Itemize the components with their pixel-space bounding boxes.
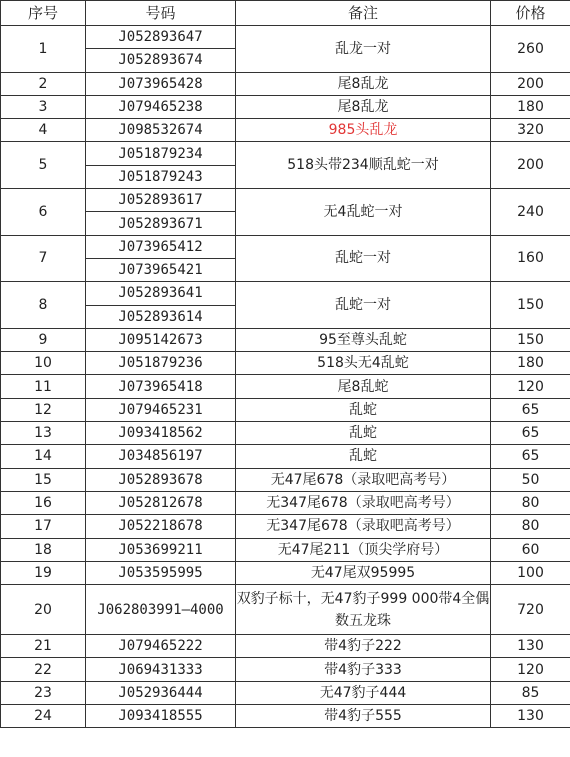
- cell-seq: 19: [1, 561, 86, 584]
- table-row: [1, 585, 570, 635]
- table-row: [1, 95, 570, 118]
- cell-seq: 2: [1, 72, 86, 95]
- cell-number: J073965421: [86, 258, 236, 281]
- cell-number: J098532674: [86, 119, 236, 142]
- table-row: [1, 189, 570, 212]
- cell-number: J073965418: [86, 375, 236, 398]
- cell-note: 双豹子标十，无47豹子999 000带4全偶数五龙珠: [236, 585, 491, 635]
- cell-price: 130: [491, 635, 570, 658]
- table-row: [1, 26, 570, 49]
- cell-note: 无347尾678（录取吧高考号）: [236, 515, 491, 538]
- table-row: [1, 375, 570, 398]
- cell-number: J093418562: [86, 422, 236, 445]
- table-row: [1, 398, 570, 421]
- cell-note: 无47豹子444: [236, 681, 491, 704]
- table-row: [1, 635, 570, 658]
- cell-number: J051879234: [86, 142, 236, 165]
- cell-note: 无47尾678（录取吧高考号）: [236, 468, 491, 491]
- cell-seq: 14: [1, 445, 86, 468]
- cell-note: 95至尊头乱蛇: [236, 328, 491, 351]
- cell-note: 乱蛇: [236, 445, 491, 468]
- cell-seq: 21: [1, 635, 86, 658]
- cell-number: J079465222: [86, 635, 236, 658]
- cell-note: 尾8乱蛇: [236, 375, 491, 398]
- cell-seq: 12: [1, 398, 86, 421]
- cell-seq: 9: [1, 328, 86, 351]
- table-row: [1, 72, 570, 95]
- cell-note: 带4豹子333: [236, 658, 491, 681]
- cell-note: 带4豹子222: [236, 635, 491, 658]
- cell-price: 65: [491, 445, 570, 468]
- cell-price: 50: [491, 468, 570, 491]
- cell-number: J052218678: [86, 515, 236, 538]
- cell-note: 985头乱龙: [236, 119, 491, 142]
- cell-seq: 7: [1, 235, 86, 282]
- cell-price: 130: [491, 705, 570, 728]
- cell-number: J052936444: [86, 681, 236, 704]
- cell-number: J052893674: [86, 49, 236, 72]
- table-row: [1, 515, 570, 538]
- cell-number: J052893617: [86, 189, 236, 212]
- cell-number: J073965412: [86, 235, 236, 258]
- cell-number: J073965428: [86, 72, 236, 95]
- cell-number: J052893641: [86, 282, 236, 305]
- cell-seq: 15: [1, 468, 86, 491]
- table-row: [1, 561, 570, 584]
- cell-price: 80: [491, 515, 570, 538]
- cell-price: 65: [491, 422, 570, 445]
- table-row: [1, 658, 570, 681]
- table-row: [1, 491, 570, 514]
- cell-seq: 1: [1, 26, 86, 73]
- cell-number: J079465238: [86, 95, 236, 118]
- cell-price: 720: [491, 585, 570, 635]
- cell-number: J052893678: [86, 468, 236, 491]
- cell-seq: 5: [1, 142, 86, 189]
- cell-price: 65: [491, 398, 570, 421]
- cell-seq: 18: [1, 538, 86, 561]
- cell-price: 200: [491, 142, 570, 189]
- table-row: [1, 422, 570, 445]
- table-row: [1, 681, 570, 704]
- cell-price: 85: [491, 681, 570, 704]
- table-row: [1, 705, 570, 728]
- table-body: [1, 26, 570, 728]
- cell-seq: 4: [1, 119, 86, 142]
- cell-note: 乱蛇一对: [236, 282, 491, 329]
- cell-price: 240: [491, 189, 570, 236]
- cell-seq: 22: [1, 658, 86, 681]
- cell-note: 乱龙一对: [236, 26, 491, 73]
- cell-seq: 13: [1, 422, 86, 445]
- cell-price: 260: [491, 26, 570, 73]
- cell-number: J052893671: [86, 212, 236, 235]
- cell-price: 160: [491, 235, 570, 282]
- cell-note: 尾8乱龙: [236, 95, 491, 118]
- header-note: 备注: [236, 1, 491, 26]
- cell-note: 乱蛇: [236, 398, 491, 421]
- cell-note: 乱蛇: [236, 422, 491, 445]
- table-row: [1, 468, 570, 491]
- cell-note: 尾8乱龙: [236, 72, 491, 95]
- cell-number: J053595995: [86, 561, 236, 584]
- cell-note: 无47尾双95995: [236, 561, 491, 584]
- cell-seq: 23: [1, 681, 86, 704]
- cell-price: 200: [491, 72, 570, 95]
- cell-number: J051879236: [86, 352, 236, 375]
- cell-price: 320: [491, 119, 570, 142]
- cell-seq: 3: [1, 95, 86, 118]
- cell-seq: 6: [1, 189, 86, 236]
- cell-number: J095142673: [86, 328, 236, 351]
- cell-number: J034856197: [86, 445, 236, 468]
- cell-number: J079465231: [86, 398, 236, 421]
- header-number: 号码: [86, 1, 236, 26]
- cell-seq: 8: [1, 282, 86, 329]
- cell-seq: 16: [1, 491, 86, 514]
- cell-price: 60: [491, 538, 570, 561]
- table-row: [1, 445, 570, 468]
- table-row: [1, 282, 570, 305]
- header-row: [1, 1, 570, 26]
- table-row: [1, 328, 570, 351]
- table-row: [1, 235, 570, 258]
- cell-price: 80: [491, 491, 570, 514]
- cell-number: J052893647: [86, 26, 236, 49]
- table-row: [1, 352, 570, 375]
- header-seq: 序号: [1, 1, 86, 26]
- cell-price: 150: [491, 328, 570, 351]
- cell-price: 100: [491, 561, 570, 584]
- table-row: [1, 119, 570, 142]
- cell-note: 无347尾678（录取吧高考号）: [236, 491, 491, 514]
- cell-seq: 17: [1, 515, 86, 538]
- table-row: [1, 142, 570, 165]
- cell-price: 180: [491, 95, 570, 118]
- cell-note: 518头带234顺乱蛇一对: [236, 142, 491, 189]
- cell-seq: 10: [1, 352, 86, 375]
- cell-seq: 11: [1, 375, 86, 398]
- header-price: 价格: [491, 1, 570, 26]
- cell-note: 无47尾211（顶尖学府号）: [236, 538, 491, 561]
- cell-number: J062803991—4000: [86, 585, 236, 635]
- cell-price: 120: [491, 658, 570, 681]
- cell-seq: 20: [1, 585, 86, 635]
- cell-number: J052812678: [86, 491, 236, 514]
- cell-note: 乱蛇一对: [236, 235, 491, 282]
- cell-number: J069431333: [86, 658, 236, 681]
- cell-seq: 24: [1, 705, 86, 728]
- cell-note: 带4豹子555: [236, 705, 491, 728]
- cell-number: J051879243: [86, 165, 236, 188]
- cell-price: 120: [491, 375, 570, 398]
- table-row: [1, 538, 570, 561]
- cell-note: 518头无4乱蛇: [236, 352, 491, 375]
- cell-number: J093418555: [86, 705, 236, 728]
- cell-price: 150: [491, 282, 570, 329]
- cell-number: J052893614: [86, 305, 236, 328]
- cell-number: J053699211: [86, 538, 236, 561]
- cell-note: 无4乱蛇一对: [236, 189, 491, 236]
- cell-price: 180: [491, 352, 570, 375]
